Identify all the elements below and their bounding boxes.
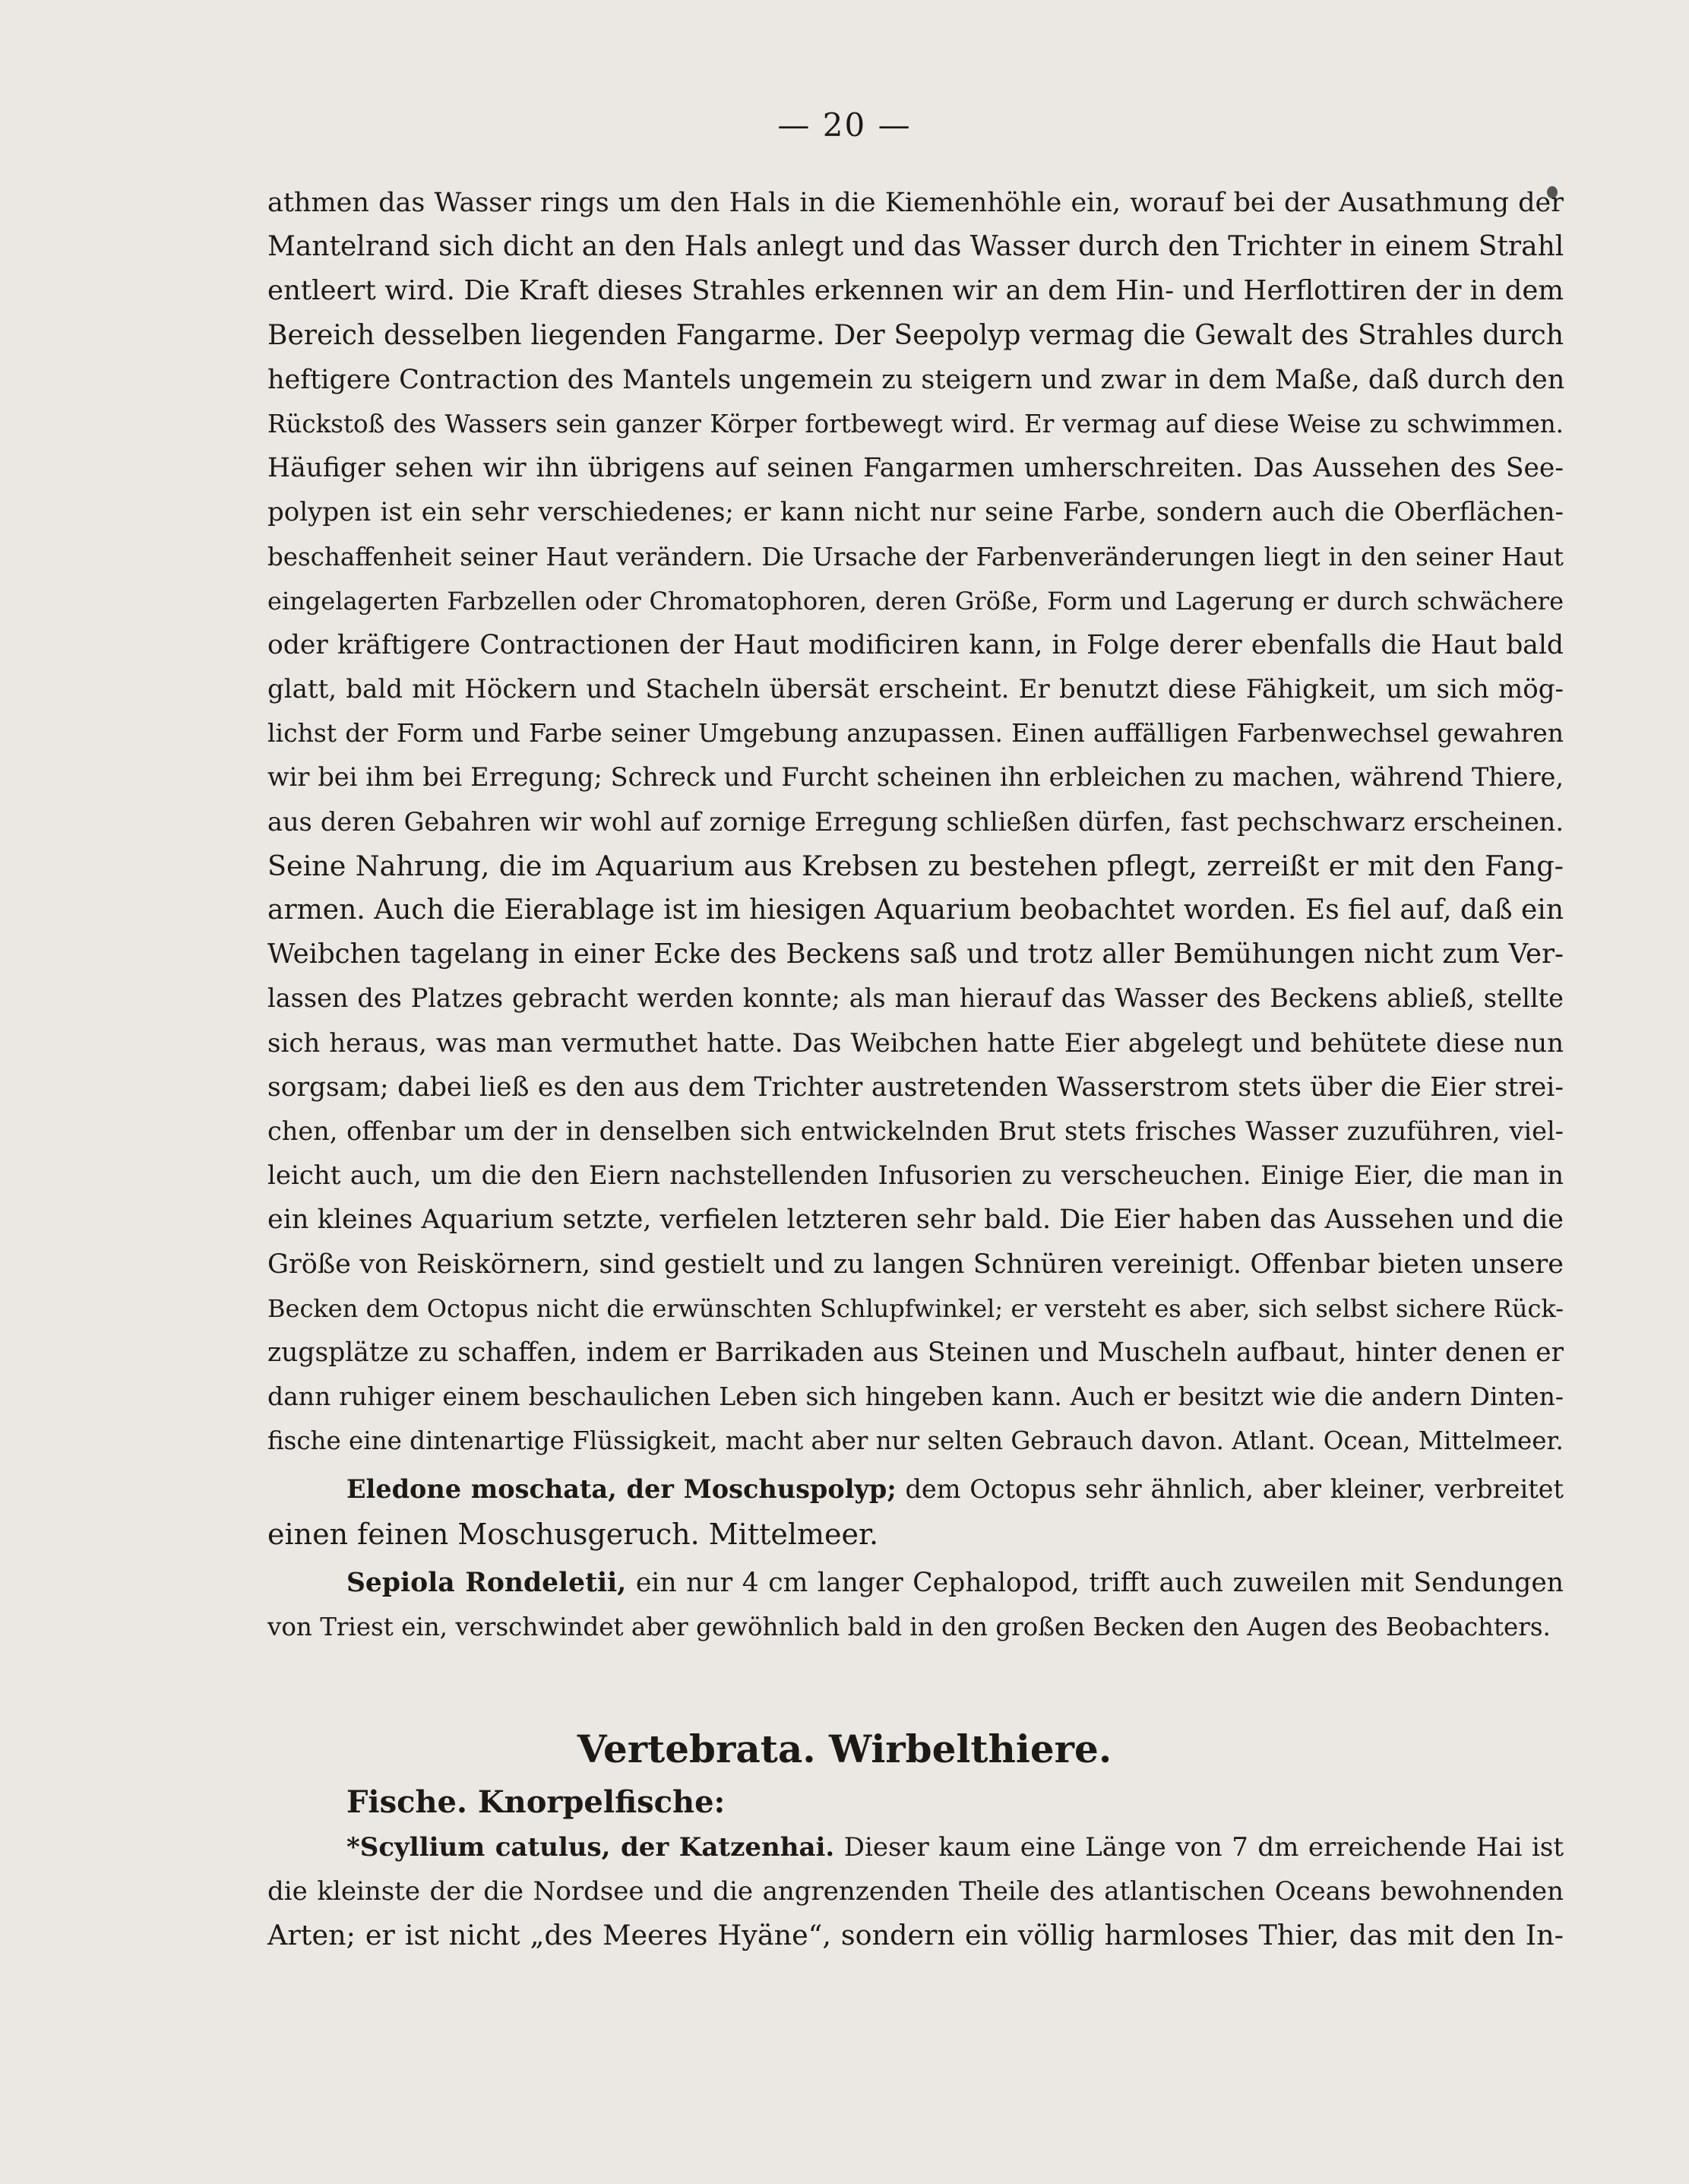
- text-line: zugsplätze zu schaffen, indem er Barrikaden aus Steinen und Muscheln aufbaut, hinter denen er: [267, 1337, 1564, 1368]
- text-line: Mantelrand sich dicht an den Hals anlegt und das Wasser durch den Trichter in einem Strahl: [267, 231, 1564, 263]
- text-line: leicht auch, um die den Eiern nachstellenden Infusorien zu verscheuchen. Einige Eier, die man in: [267, 1160, 1564, 1192]
- text-line: beschaffenheit seiner Haut verändern. Die Ursache der Farbenveränderungen liegt in den seiner Haut: [267, 542, 1564, 571]
- text-line: dann ruhiger einem beschaulichen Leben sich hingeben kann. Auch er besitzt wie die andern Dinten-: [267, 1382, 1564, 1412]
- text-line: glatt, bald mit Höckern und Stacheln übersät erscheint. Er benutzt diese Fähigkeit, um sich mög-: [267, 674, 1564, 705]
- text-line: Rückstoß des Wassers sein ganzer Körper fortbewegt wird. Er vermag auf diese Weise zu schwimmen.: [267, 409, 1564, 438]
- section-heading: Vertebrata. Wirbelthiere.: [577, 1727, 1112, 1771]
- text-line: chen, offenbar um der in denselben sich entwickelnden Brut stets frisches Wasser zuzuführen, viel-: [267, 1116, 1564, 1146]
- text-line: ein kleines Aquarium setzte, verfielen letzteren sehr bald. Die Eier haben das Aussehen und die: [267, 1204, 1564, 1236]
- species-name: *Scyllium catulus, der Katzenhai.: [346, 1832, 835, 1863]
- eledone-line-2: einen feinen Moschusgeruch. Mittelmeer.: [267, 1517, 879, 1551]
- text-line: Häufiger sehen wir ihn übrigens auf seinen Fangarmen umherschreiten. Das Aussehen des See-: [267, 453, 1564, 484]
- scyllium-line-1: *Scyllium catulus, der Katzenhai. Dieser kaum eine Länge von 7 dm erreichende Hai ist: [346, 1832, 1564, 1863]
- text-line: Seine Nahrung, die im Aquarium aus Krebsen zu bestehen pflegt, zerreißt er mit den Fang-: [267, 849, 1564, 882]
- text-line: Größe von Reiskörnern, sind gestielt und zu langen Schnüren vereinigt. Offenbar bieten unsere: [267, 1249, 1564, 1280]
- text-line: aus deren Gebahren wir wohl auf zornige Erregung schließen dürfen, fast pechschwarz erscheinen.: [267, 806, 1564, 837]
- scyllium-line-3: Arten; er ist nicht „des Meeres Hyäne“, sondern ein völlig harmloses Thier, das mit den In-: [267, 1919, 1564, 1952]
- text-line: sorgsam; dabei ließ es den aus dem Trichter austretenden Wasserstrom stets über die Eier strei-: [267, 1071, 1564, 1103]
- text-line: polypen ist ein sehr verschiedenes; er kann nicht nur seine Farbe, sondern auch die Oberflächen-: [267, 497, 1564, 528]
- text-line: wir bei ihm bei Erregung; Schreck und Furcht scheinen ihn erbleichen zu machen, während Thiere,: [267, 762, 1564, 793]
- text-line: Becken dem Octopus nicht die erwünschten Schlupfwinkel; er versteht es aber, sich selbst sichere Rück-: [267, 1293, 1564, 1323]
- species-name: Sepiola Rondeletii,: [346, 1567, 627, 1598]
- text-line: heftigere Contraction des Mantels ungemein zu steigern und zwar in dem Maße, daß durch den: [267, 364, 1565, 395]
- text-line: armen. Auch die Eierablage ist im hiesigen Aquarium beobachtet worden. Es fiel auf, daß ein: [267, 894, 1564, 926]
- text-line: lichst der Form und Farbe seiner Umgebung anzupassen. Einen auffälligen Farbenwechsel gewahren: [267, 718, 1564, 749]
- sepiola-line-1: Sepiola Rondeletii, ein nur 4 cm langer Cephalopod, trifft auch zuweilen mit Sendungen: [346, 1567, 1564, 1598]
- text-line: athmen das Wasser rings um den Hals in die Kiemenhöhle ein, worauf bei der Ausathmung der: [267, 188, 1564, 218]
- subsection-heading: Fische. Knorpelfische:: [346, 1784, 726, 1820]
- text-line: lassen des Platzes gebracht werden konnte; als man hierauf das Wasser des Beckens abließ, stellte: [267, 983, 1564, 1014]
- text-line: entleert wird. Die Kraft dieses Strahles erkennen wir an dem Hin- und Herflottiren der in dem: [267, 275, 1564, 307]
- text-line: sich heraus, was man vermuthet hatte. Das Weibchen hatte Eier abgelegt und behütete diese nun: [267, 1027, 1564, 1059]
- text-line: Bereich desselben liegenden Fangarme. Der Seepolyp vermag die Gewalt des Strahles durch: [267, 319, 1564, 351]
- eledone-line-1: Eledone moschata, der Moschuspolyp; dem Octopus sehr ähnlich, aber kleiner, verbreitet: [346, 1474, 1564, 1505]
- sepiola-line-2: von Triest ein, verschwindet aber gewöhnlich bald in den großen Becken den Augen des Beobachters.: [267, 1613, 1551, 1641]
- text-line: Weibchen tagelang in einer Ecke des Beckens saß und trotz aller Bemühungen nicht zum Ver-: [267, 938, 1564, 970]
- scyllium-line-2: die kleinste der die Nordsee und die angrenzenden Theile des atlantischen Oceans bewohnenden: [267, 1876, 1564, 1907]
- octopus-paragraph: [267, 181, 1564, 1649]
- species-name: Eledone moschata, der Moschuspolyp;: [346, 1474, 897, 1505]
- page-number: — 20 —: [777, 106, 912, 144]
- text-line: fische eine dintenartige Flüssigkeit, macht aber nur selten Gebrauch davon. Atlant. Ocean, Mittelmeer.: [267, 1426, 1564, 1456]
- scyllium-paragraph: [267, 1825, 1564, 1958]
- text-line: eingelagerten Farbzellen oder Chromatophoren, deren Größe, Form und Lagerung er durch schwächere: [267, 586, 1564, 616]
- text-line: oder kräftigere Contractionen der Haut modificiren kann, in Folge derer ebenfalls die Haut bald: [267, 629, 1564, 660]
